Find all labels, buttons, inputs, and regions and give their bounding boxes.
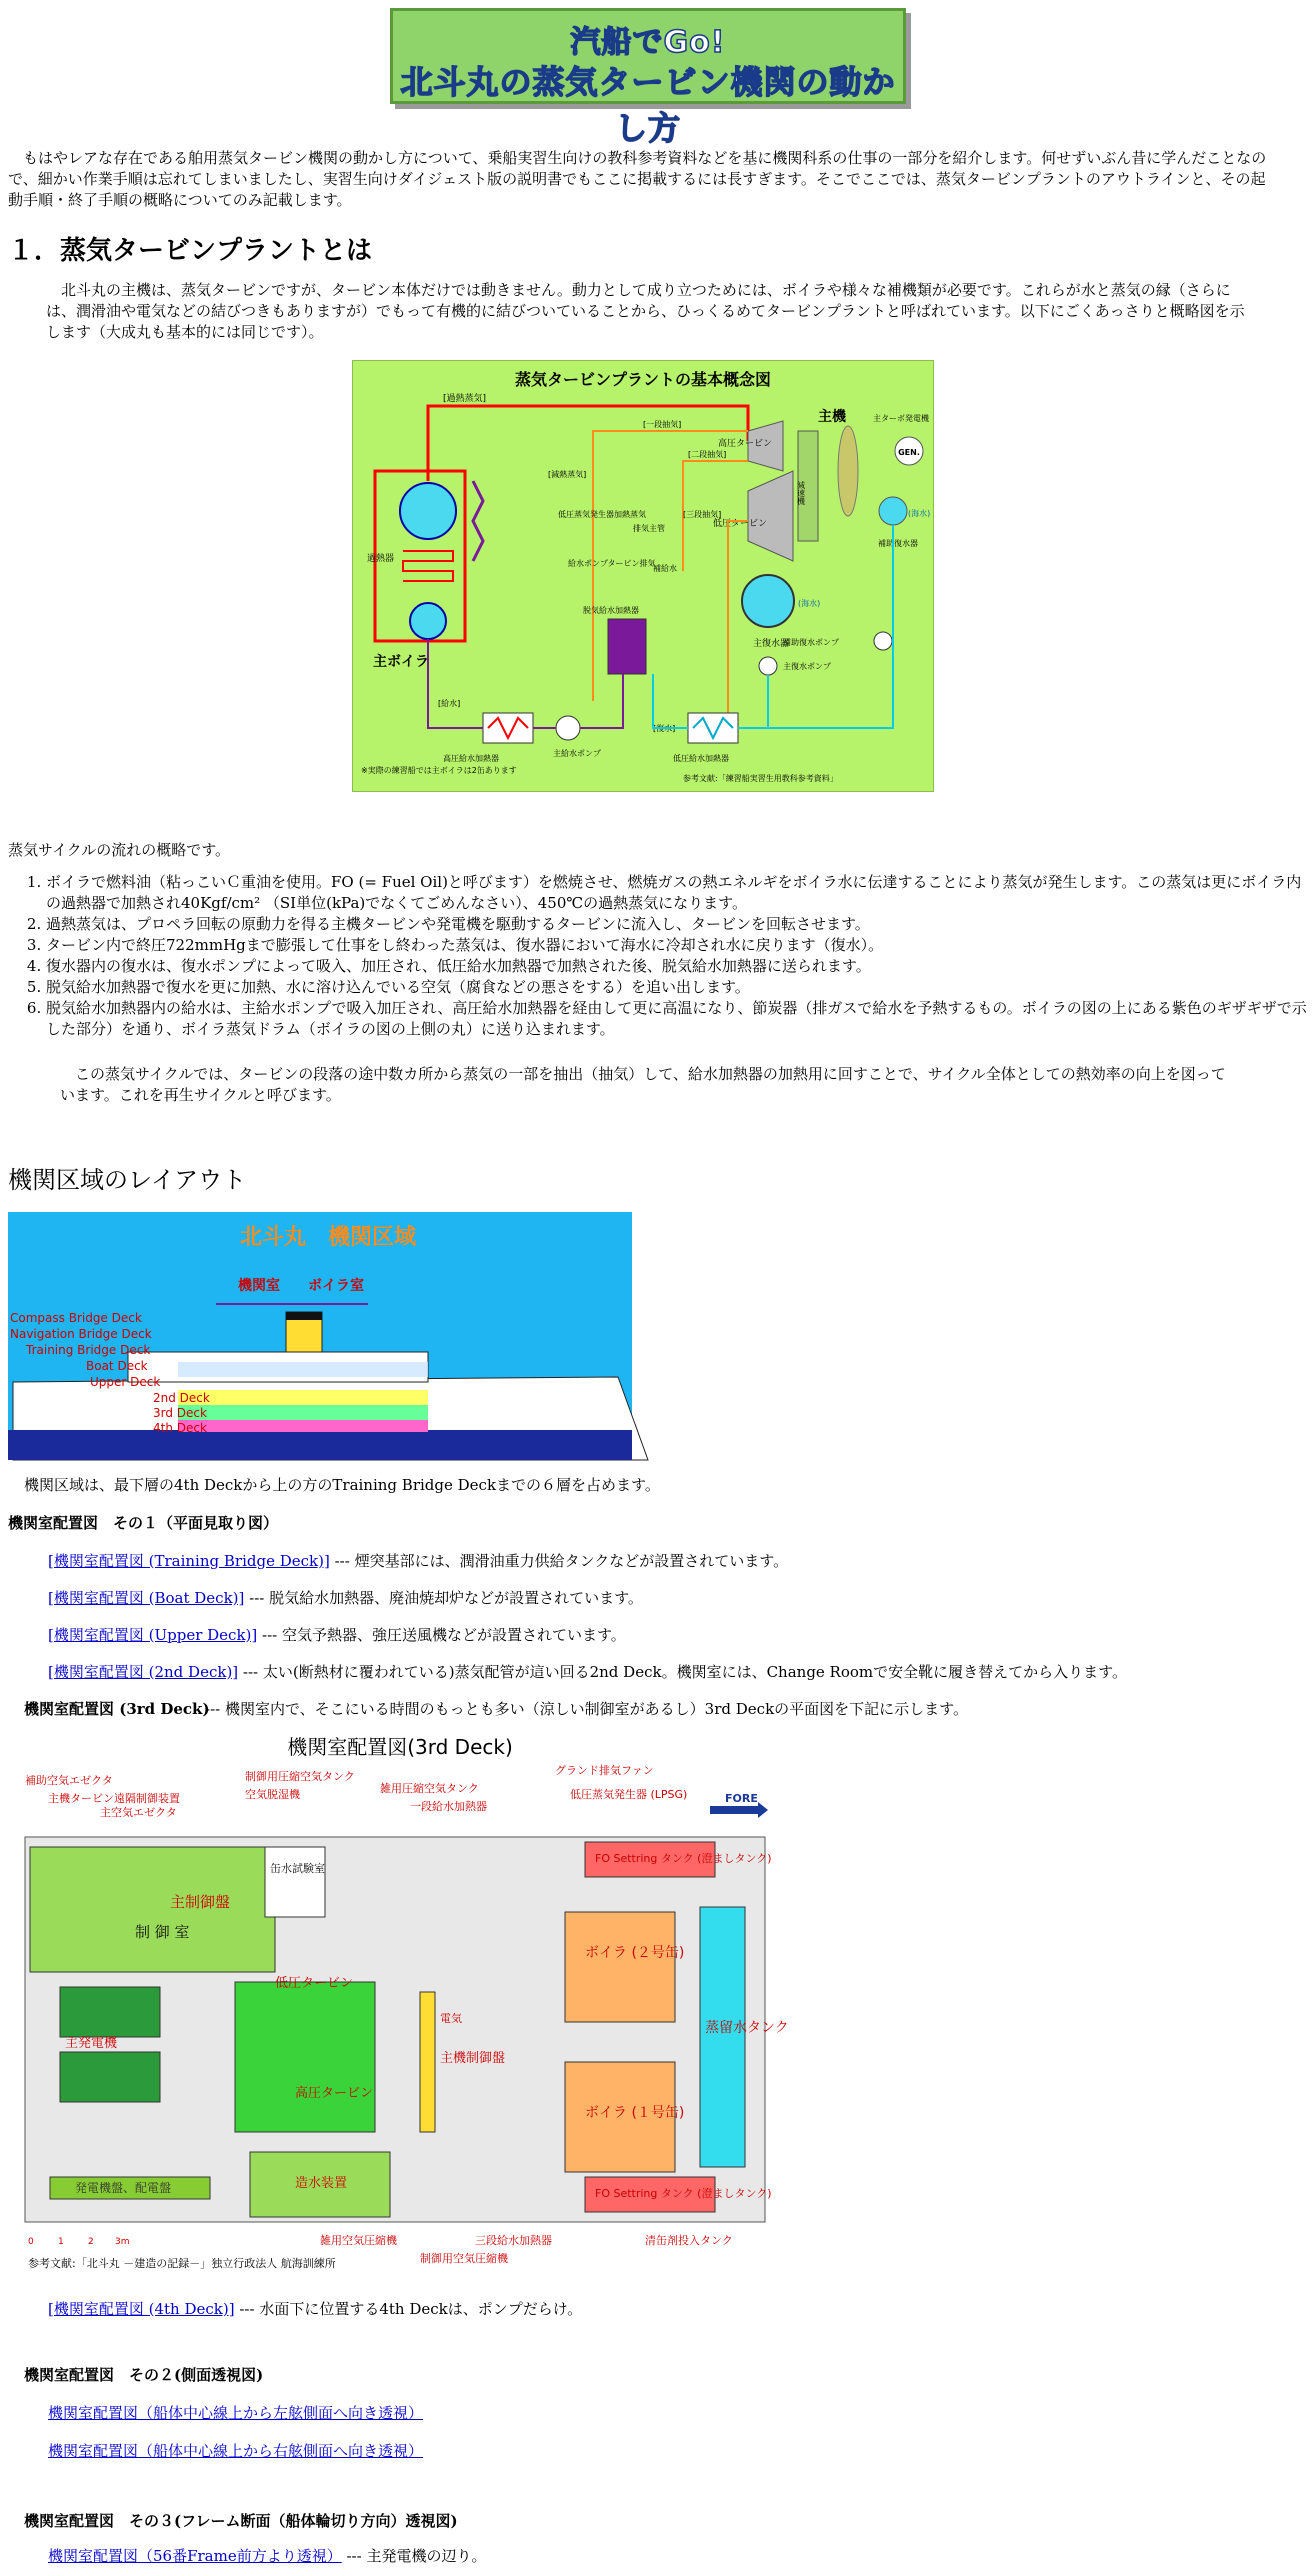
cycle-steps-list — [8, 872, 1316, 1040]
deck3-plan-diagram — [20, 1732, 789, 2277]
section2-heading: 機関区域のレイアウト — [8, 1166, 247, 1194]
lp-turbine — [748, 471, 793, 561]
link-port-side-view[interactable]: 機関室配置図（船体中心線上から左舷側面へ向き透視） — [48, 2404, 424, 2422]
engine-room-label: 機関室 — [238, 1278, 280, 1294]
link-desc: --- 太い(断熱材に覆われている)蒸気配管が這い回る2nd Deck。機関室には、Change Roomで安全靴に履き替えてから入ります。 — [238, 1663, 1127, 1681]
deck-band-3rd — [178, 1405, 428, 1420]
main-generator-1 — [60, 1987, 160, 2037]
plan-label: FO Settring タンク (澄ましタンク) — [595, 2187, 772, 2200]
plan-label: 主機タービン遠隔制御装置 — [48, 1792, 180, 1805]
ship-title: 北斗丸 機関区域 — [239, 1225, 417, 1250]
link-desc: --- 主発電機の辺り。 — [341, 2547, 487, 2565]
economizer — [473, 481, 483, 561]
boiler-steam-drum — [400, 483, 456, 539]
title-banner — [390, 8, 906, 147]
fig1-turbo-gen-label: 主ターボ発電機 — [873, 414, 929, 423]
deck-label: Training Bridge Deck — [26, 1343, 151, 1357]
aux-cond-pump — [874, 632, 892, 650]
scale-tick: 0 — [28, 2237, 34, 2247]
config2-title: 機関室配置図 その２(側面透視図) — [24, 2366, 264, 2384]
fig1-reduced-label: [減熱蒸気] — [548, 470, 587, 479]
fig1-seawater-1: (海水) — [908, 509, 931, 518]
layers-description: 機関区域は、最下層の4th Deckから上の方のTraining Bridge Deckまでの６層を占めます。 — [24, 1476, 660, 1494]
aux-condenser — [879, 497, 907, 525]
fig1-extract2-label: [二段抽気] — [688, 450, 727, 459]
intro-paragraph: もはやレアな存在である舶用蒸気タービン機関の動かし方について、乗船実習生向けの教科参考資料などを基に機関科系の仕事の一部分を紹介します。何せずいぶん昔に学んだことなので、細かい作業手順は忘れてしまいましたし、実習生向けダイジェスト版の説明書でもここに掲載するには長すぎます。そこでここでは、蒸気タービンプラントのアウトラインと、その起動手順・終了手順の概略についてのみ記載します。 — [8, 149, 1267, 209]
link-desc: --- 水面下に位置する4th Deckは、ポンプだらけ。 — [234, 2300, 583, 2318]
sea — [8, 1430, 632, 1460]
fig1-gen-label: GEN. — [898, 448, 920, 457]
link-2nd-deck[interactable]: [機関室配置図 (2nd Deck)] — [48, 1663, 239, 1681]
deaerator — [608, 619, 646, 674]
deck-label: Navigation Bridge Deck — [10, 1327, 152, 1341]
condensate-line — [738, 675, 768, 728]
fig1-lp-label: 低圧タービン — [713, 519, 768, 529]
link-frame56-view[interactable]: 機関室配置図（56番Frame前方より透視） — [48, 2547, 342, 2565]
boiler-room-label: ボイラ室 — [308, 1278, 364, 1294]
fig1-ref: 参考文献:「練習船実習生用教科参考資料」 — [683, 774, 838, 783]
main-steam-line — [428, 406, 748, 481]
plan-label: ボイラ (２号缶) — [585, 1945, 685, 1961]
cycle-step: 2. 過熱蒸気は、プロペラ回転の原動力を得る主機タービンや発電機を駆動するタービンに流入し、タービンを回転させます。 — [46, 914, 1316, 935]
fig1-note: ※実際の練習船では主ボイラは2缶あります — [361, 766, 517, 775]
boiler-2 — [565, 1912, 675, 2022]
deck-label: 4th Deck — [153, 1421, 207, 1435]
plan-label: 制 御 室 — [135, 1923, 190, 1941]
propeller — [838, 426, 858, 516]
link-4th-deck[interactable]: [機関室配置図 (4th Deck)] — [48, 2300, 235, 2318]
plan-label: 雑用圧縮空気タンク — [380, 1782, 479, 1795]
cond-pump — [759, 657, 777, 675]
section1-paragraph: 北斗丸の主機は、蒸気タービンですが、タービン本体だけでは動きません。動力として成り立つためには、ボイラや様々な補機類が必要です。これらが水と蒸気の縁（さらには、潤滑油や電気などの結びつきもありますが）でもって有機的に結びついていることから、ひっくるめてタービンプラントと呼ばれています。以下にごくあっさりと概略図を示します（大成丸も基本的には同じです）。 — [46, 281, 1245, 341]
feed-pump — [556, 716, 580, 740]
deck-label: 3rd Deck — [153, 1406, 207, 1420]
banner-line-2: 北斗丸の蒸気タービン機関の動かし方 — [400, 63, 896, 147]
fig1-aux-cond-label: 補助復水器 — [878, 539, 918, 548]
feed-line — [428, 639, 483, 728]
main-generator-2 — [60, 2052, 160, 2102]
superheater-coil — [403, 551, 453, 581]
fig1-seawater-2: (海水) — [798, 599, 821, 608]
plan-label: 補助空気エゼクタ — [25, 1774, 113, 1787]
link-boat-deck[interactable]: [機関室配置図 (Boat Deck)] — [48, 1589, 245, 1607]
link-desc: --- 煙突基部には、潤滑油重力供給タンクなどが設置されています。 — [329, 1552, 789, 1570]
plan-ref: 参考文献:「北斗丸 －建造の記録－」独立行政法人 航海訓練所 — [28, 2257, 336, 2270]
turbine-block — [235, 1982, 375, 2132]
scale-tick: 3m — [115, 2237, 130, 2247]
config1-title: 機関室配置図 その１（平面見取り図） — [8, 1514, 279, 1532]
link-desc: --- 空気予熱器、強圧送風機などが設置されています。 — [257, 1626, 626, 1644]
plan-label: 雑用空気圧縮機 — [320, 2234, 397, 2247]
plan-label: 主空気エゼクタ — [100, 1806, 177, 1819]
fig1-reducer-label: 減速機 — [796, 481, 806, 505]
deck-label: 2nd Deck — [153, 1391, 210, 1405]
plan-label: 空気脱湿機 — [245, 1788, 300, 1801]
fig1-hp-label: 高圧タービン — [718, 439, 773, 449]
plant-concept-diagram — [352, 360, 934, 792]
fig1-superheated-label: [過熱蒸気] — [443, 394, 487, 404]
fig1-feedwater-label: [給水] — [438, 699, 461, 708]
link-training-bridge-deck[interactable]: [機関室配置図 (Training Bridge Deck)] — [48, 1552, 330, 1570]
plan-label: 一段給水加熱器 — [410, 1800, 487, 1813]
fig1-fp-exhaust-label: 給水ポンプタービン排気 — [568, 559, 656, 568]
fig1-condenser-label: 主復水器 — [753, 639, 790, 649]
scale-tick: 2 — [88, 2237, 94, 2247]
plan-label: 主機制御盤 — [440, 2051, 506, 2066]
regen-paragraph: この蒸気サイクルでは、タービンの段落の途中数カ所から蒸気の一部を抽出（抽気）して、給水加熱器の加熱用に回すことで、サイクル全体としての熱効率の向上を図っています。これを再生サイクルと呼びます。 — [60, 1065, 1226, 1104]
link-desc: --- 脱気給水加熱器、廃油焼却炉などが設置されています。 — [244, 1589, 643, 1607]
cycle-step: 5. 脱気給水加熱器で復水を更に加熱、水に溶け込んでいる空気（腐食などの悪さをする）を追い出します。 — [46, 977, 1316, 998]
section1-heading: １．蒸気タービンプラントとは — [8, 236, 373, 266]
condensate-line-2 — [653, 674, 688, 728]
engine-control-panel — [420, 1992, 435, 2132]
fig1-boiler-label: 主ボイラ — [373, 654, 429, 670]
fig1-main-engine-label: 主機 — [818, 409, 846, 425]
fig1-exhaust-label: 排気主管 — [633, 524, 665, 533]
deck-label: Upper Deck — [90, 1375, 161, 1389]
fore-label: FORE — [725, 1792, 758, 1805]
link-line — [48, 1624, 626, 1645]
link-starboard-side-view[interactable]: 機関室配置図（船体中心線上から右舷側面へ向き透視） — [48, 2442, 424, 2460]
plan-label: 三段給水加熱器 — [475, 2234, 552, 2247]
cycle-lead: 蒸気サイクルの流れの概略です。 — [8, 841, 231, 859]
deck-band-2nd — [178, 1390, 428, 1405]
deck-label: Compass Bridge Deck — [10, 1311, 142, 1325]
boiler-water-lab — [265, 1847, 325, 1917]
fig1-cond-pump-label: 主復水ポンプ — [783, 662, 831, 671]
distilled-water-tank — [700, 1907, 745, 2167]
link-line — [48, 1661, 1127, 1682]
fig1-superheater-label: 過熱器 — [367, 554, 395, 564]
plan-label: ボイラ (１号缶) — [585, 2105, 685, 2121]
link-line — [48, 2402, 423, 2423]
plan-label: 制御用空気圧縮機 — [420, 2252, 508, 2265]
cycle-step: 1. ボイラで燃料油（粘っこいＣ重油を使用。FO (= Fuel Oil)と呼びます）を燃焼させ、燃焼ガスの熱エネルギをボイラ水に伝達することにより蒸気が発生します。この蒸気は更にボイラ内の過熱器で加熱され40Kgf/cm² （SI単位(kPa)でなくてごめんなさい）、450℃の過熱蒸気になります。 — [46, 872, 1316, 914]
deck3-description: --- 機関室内で、そこにいる時間のもっとも多い（涼しい制御室があるし）3rd Deckの平面図を下記に示します。 — [205, 1700, 968, 1718]
config3-title: 機関室配置図 その３(フレーム断面（船体輪切り方向）透視図) — [24, 2512, 458, 2530]
plan-label: 電気 — [440, 2012, 462, 2025]
ship-engine-area-diagram — [8, 1212, 632, 1460]
link-line — [48, 1587, 643, 1608]
deck-label: Boat Deck — [86, 1359, 148, 1373]
fig1-lp-heater-label: 低圧給水加熱器 — [673, 754, 729, 763]
plan-label: 清缶剤投入タンク — [645, 2234, 733, 2247]
cycle-step: 6. 脱気給水加熱器内の給水は、主給水ポンプで吸入加圧され、高圧給水加熱器を経由して更に高温になり、節炭器（排ガスで給水を予熱するもの。ボイラの図の上にある紫色のギザギザで示した部分）を通り、ボイラ蒸気ドラム（ボイラの図の上側の丸）に送り込まれます。 — [46, 998, 1316, 1040]
fig1-title: 蒸気タービンプラントの基本概念図 — [514, 370, 772, 389]
fig1-makeup-label: 補給水 — [653, 564, 677, 573]
deck-band-4th — [178, 1420, 428, 1432]
fig1-deaerator-label: 脱気給水加熱器 — [583, 606, 639, 615]
plan-label: 発電機盤、配電盤 — [75, 2181, 172, 2195]
fig1-feed-pump-label: 主給水ポンプ — [553, 749, 601, 758]
banner-line-1: 汽船でGo! — [570, 25, 726, 60]
control-room — [30, 1847, 275, 1972]
plan-label: グランド排気ファン — [555, 1764, 654, 1777]
deck-band-upper — [178, 1362, 428, 1377]
plan-label: 蒸留水タンク — [705, 2020, 789, 2036]
scale-tick: 1 — [58, 2237, 64, 2247]
fig1-extract1-label: [一段抽気] — [643, 420, 682, 429]
link-line — [48, 2298, 582, 2319]
fig1-extract3-label: [三段抽気] — [683, 510, 722, 519]
plan-title: 機関室配置図(3rd Deck) — [287, 1735, 513, 1759]
plan-label: 造水装置 — [295, 2176, 348, 2191]
cycle-step: 4. 復水器内の復水は、復水ポンプによって吸入、加圧され、低圧給水加熱器で加熱された後、脱気給水加熱器に送られます。 — [46, 956, 1316, 977]
plan-label: 缶水試験室 — [270, 1862, 325, 1875]
plan-label: 低圧蒸気発生器 (LPSG) — [570, 1788, 688, 1801]
plan-label: 主制御盤 — [170, 1893, 231, 1911]
link-line — [48, 2440, 423, 2461]
fig1-hp-heater-label: 高圧給水加熱器 — [443, 754, 499, 763]
feed-line-3 — [580, 674, 623, 728]
plan-label: FO Settring タンク (澄ましタンク) — [595, 1852, 772, 1865]
plan-label: 高圧タービン — [295, 2086, 374, 2101]
plan-label: 主発電機 — [65, 2036, 118, 2051]
plan-label: 制御用圧縮空気タンク — [245, 1770, 355, 1783]
plan-label: 低圧タービン — [275, 1976, 354, 1991]
cycle-step: 3. タービン内で終圧722mmHgまで膨張して仕事をし終わった蒸気は、復水器において海水に冷却され水に戻ります（復水）。 — [46, 935, 1316, 956]
main-condenser — [742, 575, 794, 627]
boiler-water-drum — [410, 603, 446, 639]
link-line — [48, 2545, 486, 2566]
deck3-label: 機関室配置図 (3rd Deck) — [24, 1700, 210, 1718]
link-line — [48, 1550, 788, 1571]
fig1-lp-gen-label: 低圧蒸気発生器加熱蒸気 — [558, 510, 646, 519]
link-upper-deck[interactable]: [機関室配置図 (Upper Deck)] — [48, 1626, 258, 1644]
fig1-aux-cond-pump-label: 補助復水ポンプ — [783, 638, 839, 647]
fig1-condensate-label: [復水] — [653, 724, 676, 733]
extraction-3 — [728, 521, 748, 721]
